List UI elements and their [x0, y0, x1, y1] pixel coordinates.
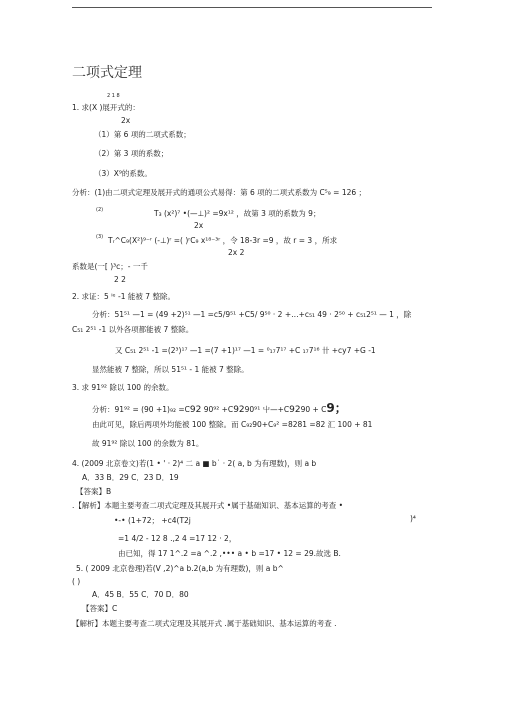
q5-answer: 【答案】C	[82, 604, 118, 613]
q1-part-2: （2）第 3 项的系数；	[94, 149, 169, 158]
q4-explanation: .【解析】本题主要考查二项式定理及其展开式 •属于基础知识、基本运算的考查 •	[72, 501, 343, 510]
q1-statement: 1. 求(X )展开式的：	[72, 103, 140, 112]
q3-analysis-1: 分析：91⁹² = (90 +1)₉₂ =C92 90⁹² +C9290⁹¹ 屮—+C9290 + C9；	[92, 401, 347, 415]
header-rule	[72, 7, 432, 8]
q4-answer: 【答案】B	[76, 487, 112, 496]
q1-analysis-3: Tᵣ^C₉(X²)⁹⁻ʳ (-⊥)ʳ =( )ʳC₉ x¹⁸⁻³ʳ ，令 18-3r =9 ，故 r = 3 ，所求	[108, 236, 338, 245]
q1-analysis-result: 系数是(一[ )³c；- 一千	[72, 262, 148, 271]
q2-analysis-2: C₅₁ 2⁵¹ -1 以外各项都能被 7 整除。	[72, 325, 194, 334]
q1-analysis-label-3: (3)	[96, 234, 104, 240]
q4-conclusion: 由已知，得 17 1^.2 =a ^.2 ,••• a • b =17 • 12 = 29.故选 B.	[118, 549, 341, 558]
q4-work-1-exponent: )⁴	[410, 514, 416, 523]
q2-analysis-1: 分析：51⁵¹ —1 = (49 +2)⁵¹ —1 =c5/9⁵¹ +C5/ 9⁵⁰ · 2 +…+c₅₁ 49 · 2⁵⁰ + c₅₁2⁵¹ — 1 ，除	[92, 310, 412, 319]
q1-exponent-row: 2 1 8	[107, 93, 120, 99]
q1-analysis-1: 分析：(1)由二项式定理及展开式的通项公式易得：第 6 项的二项式系数为 C⁵₉ = 126 ；	[72, 188, 367, 197]
q3-conclusion: 故 91⁹² 除以 100 的余数为 81。	[92, 439, 204, 448]
page-title: 二项式定理	[72, 65, 142, 81]
q1-part-3: （3）X⁹的系数。	[94, 169, 152, 178]
q2-analysis-3: 又 C₅₁ 2⁵¹ -1 =(2³)¹⁷ —1 =(7 +1)¹⁷ —1 = ⁰₁₇7¹⁷ +C ₁₇7¹⁶ 卄 +cy7 +G -1	[115, 346, 376, 355]
q2-conclusion: 显然能被 7 整除，所以 51⁵¹ - 1 能被 7 整除。	[92, 365, 249, 374]
q1-analysis-result-denominator: 2 2	[114, 275, 126, 284]
q1-analysis-label-2: (2)	[96, 207, 104, 213]
q4-work-1: •-• (1+72； +c4(T2j	[114, 516, 191, 525]
q5-statement: 5. ( 2009 北京卷理)若(V ,2)^a b.2(a,b 为有理数)，则 a b^	[76, 564, 284, 573]
q5-explanation: 【解析】本题主要考查二项式定理及其展开式 .属于基础知识、基本运算的考查 .	[72, 619, 337, 628]
q1-part-1: （1）第 6 项的二项式系数；	[94, 130, 191, 139]
q1-analysis-2-denominator: 2x	[194, 221, 204, 230]
q4-work-2: =1 4/2 - 12 8 .,2 4 =17 12 · 2，	[118, 534, 237, 543]
q3-analysis-2: 由此可见，除后两项外均能被 100 整除。而 C₉₂90+C₉² =8281 =82 汇 100 + 81	[92, 420, 373, 429]
q3-statement: 3. 求 91⁹² 除以 100 的余数。	[72, 383, 174, 392]
q2-statement: 2. 求证：5 ⁱᵉ -1 能被 7 整除。	[72, 292, 175, 301]
q1-denominator: 2x	[121, 116, 131, 125]
q5-bracket: ( )	[72, 577, 81, 586]
q4-options: A．33 B．29 C．23 D．19	[82, 473, 179, 482]
q1-analysis-3-denominator: 2x 2	[228, 248, 245, 257]
q1-analysis-2: T₃ (x²)⁷ •(—⊥)² =9x¹² ，故第 3 项的系数为 9；	[154, 209, 321, 218]
q4-statement: 4. (2009 北京卷文)若(1 • ' · 2)⁴ 二 a ■ b˙ · 2( a, b 为有理数)，则 a b	[72, 459, 317, 468]
q5-options: A．45 B．55 C．70 D．80	[92, 590, 189, 599]
